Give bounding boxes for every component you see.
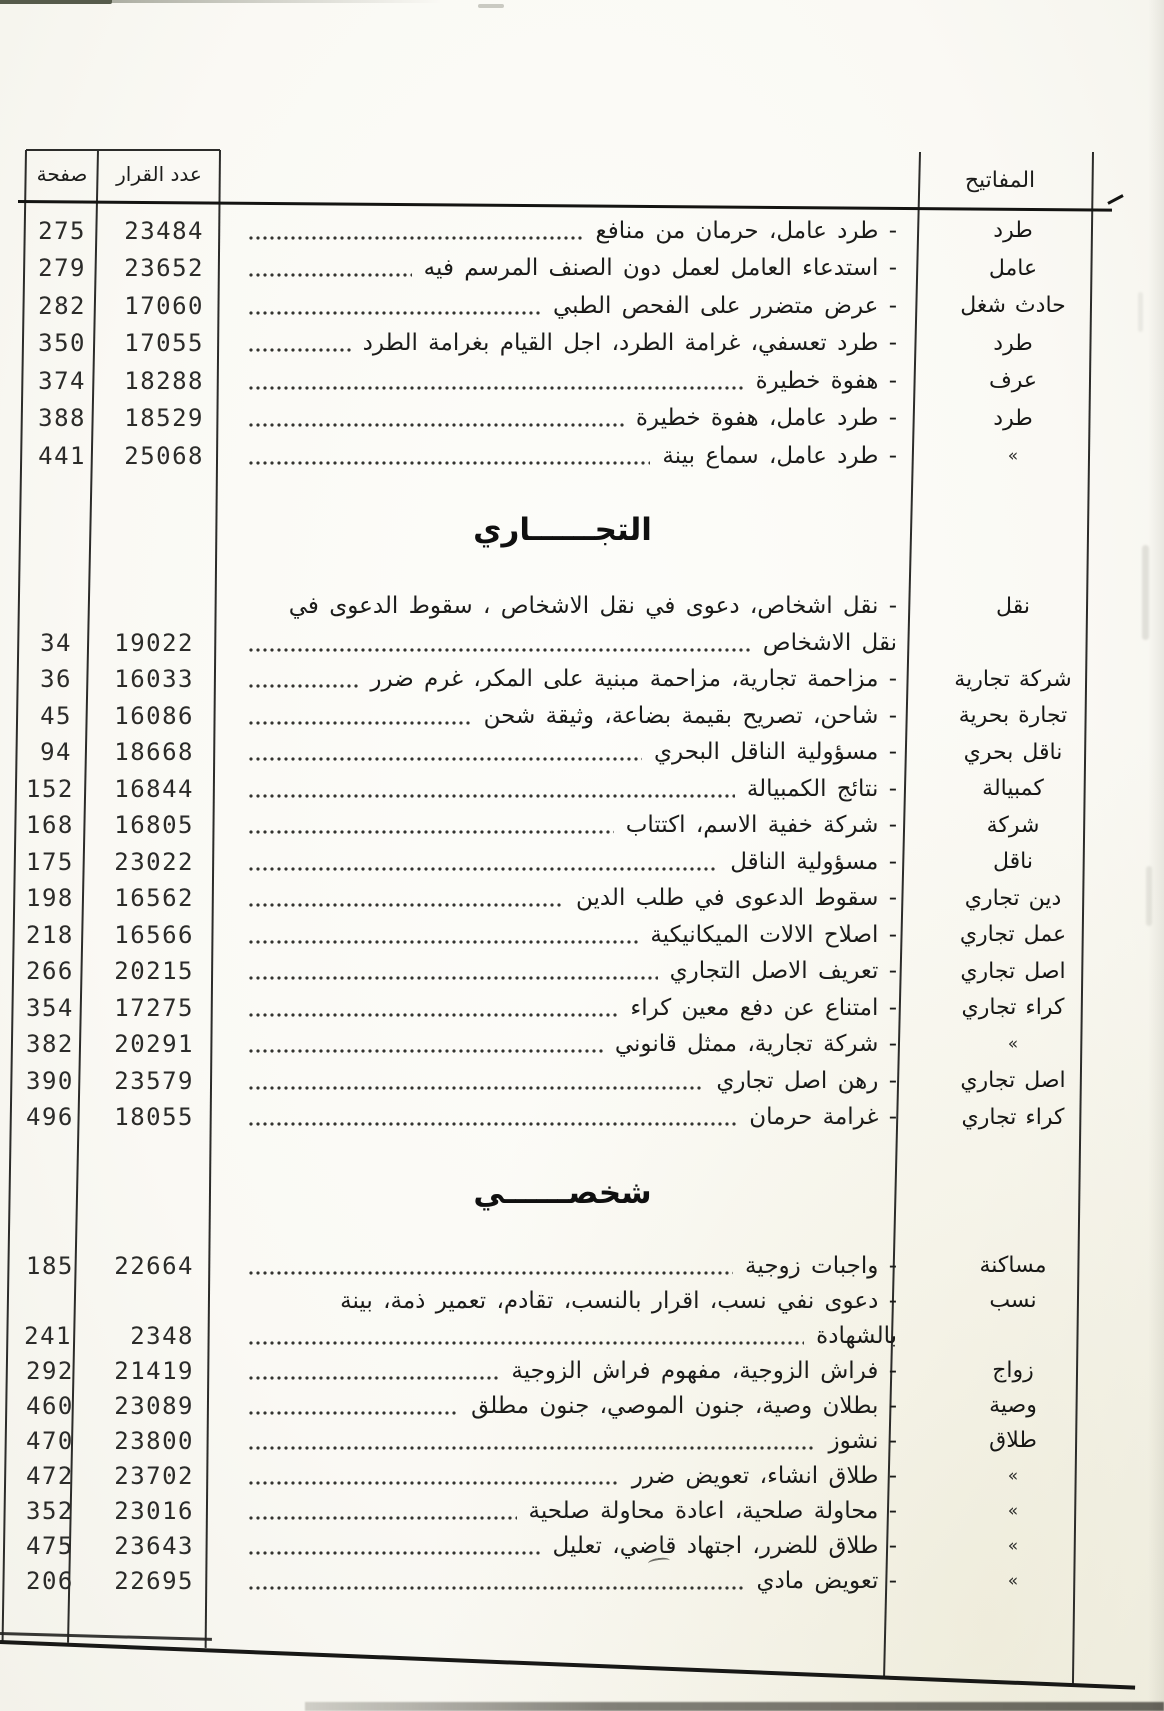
keyword: عامل [988, 255, 1038, 281]
keyword: اصل تجاري [960, 1068, 1066, 1094]
page-number: 382 [26, 1030, 74, 1059]
entry-description [220, 1393, 905, 1419]
decision-number: 23022 [114, 847, 194, 876]
entry-text: - تعويض مادي [756, 1567, 897, 1594]
entry-text: - طرد عامل، هفوة خطيرة [635, 405, 897, 432]
scan-edge-artifact [112, 0, 442, 3]
entry-description [220, 1031, 905, 1057]
decision-number: 23579 [114, 1066, 194, 1095]
keyword: شركة [986, 812, 1040, 838]
keyword: عمل تجاري [959, 922, 1067, 948]
entry-text: - طلاق للضرر، اجتهاد قاضي، تعليل [552, 1532, 897, 1559]
entry-description [220, 1283, 905, 1353]
keyword: كمبيالة [982, 776, 1044, 802]
column-header-keywords: المفاتيح [964, 167, 1036, 193]
entry-description [220, 1104, 905, 1130]
entry-description [220, 922, 905, 948]
index-table-row [26, 1423, 1095, 1458]
entry-description [220, 588, 905, 661]
index-table-row [26, 362, 1095, 400]
entry-text: - طلاق انشاء، تعويض ضرر [631, 1462, 897, 1489]
section-heading: التجــــــاري [473, 512, 652, 548]
dotted-leader [248, 938, 638, 946]
keyword: نقل [996, 593, 1030, 619]
entry-text: - استدعاء العامل لعمل دون الصنف المرسم فيه [423, 255, 897, 282]
entry-text: - فراش الزوجية، مفهوم فراش الزوجية [511, 1357, 897, 1384]
decision-number: 23652 [124, 254, 204, 283]
index-table-row [26, 588, 1095, 661]
keyword: تجارة بحرية [958, 703, 1068, 729]
entry-description [220, 776, 905, 802]
entry-description [220, 812, 905, 838]
keyword: زواج [992, 1358, 1034, 1383]
keyword: » [1007, 1570, 1019, 1591]
entry-text: - عرض متضرر على الفحص الطبي [552, 292, 897, 319]
page-number: 470 [26, 1426, 74, 1455]
keyword: دين تجاري [964, 885, 1062, 911]
entry-description [220, 405, 905, 431]
page-number: 388 [38, 404, 86, 433]
entry-text: - امتناع عن دفع معين كراء [630, 994, 897, 1021]
index-table-row [26, 771, 1095, 808]
decision-number: 16562 [114, 884, 194, 913]
index-table-row [26, 734, 1095, 771]
dotted-leader [248, 828, 614, 836]
table-border-left [2, 150, 28, 1641]
page-number: 282 [38, 291, 86, 320]
keyword: طرد [993, 330, 1033, 356]
dotted-leader [248, 1120, 737, 1128]
entry-text: - مسؤولية الناقل البحري [654, 739, 897, 766]
dotted-leader [248, 1479, 620, 1487]
entry-text: - تعريف الاصل التجاري [669, 958, 897, 985]
scan-edge-artifact [0, 0, 112, 4]
decision-number: 16805 [114, 811, 194, 840]
keyword: حادث شغل [960, 293, 1066, 319]
decision-number: 17055 [124, 329, 204, 358]
entry-text: - طرد تعسفي، غرامة الطرد، اجل القيام بغرامة الطرد [362, 330, 897, 357]
column-header-decision-number: عدد القرار [116, 162, 202, 186]
entry-text: - سقوط الدعوى في طلب الدين [575, 885, 897, 912]
page-number: 198 [26, 884, 74, 913]
keyword: نسب [989, 1288, 1037, 1313]
index-table-row [26, 1388, 1095, 1423]
decision-number: 2348 [130, 1321, 194, 1350]
entry-description [220, 218, 905, 244]
entry-text: - رهن اصل تجاري [716, 1067, 897, 1094]
decision-number: 22695 [114, 1566, 194, 1595]
decision-number: 18055 [114, 1103, 194, 1132]
dotted-leader [248, 271, 412, 279]
dotted-leader [248, 1514, 517, 1522]
index-table-row [26, 1493, 1095, 1528]
decision-number: 18288 [124, 366, 204, 395]
index-table-row [26, 990, 1095, 1027]
dotted-leader [248, 421, 624, 429]
entry-description [220, 849, 905, 875]
dotted-leader [248, 1549, 540, 1557]
dotted-leader [248, 901, 564, 909]
index-table-row [26, 325, 1095, 363]
dotted-leader [248, 384, 744, 392]
page-number: 279 [38, 254, 86, 283]
index-table-row [26, 844, 1095, 881]
entry-text: - بطلان وصية، جنون الموصي، جنون مطلق [471, 1392, 897, 1419]
index-section [26, 505, 1095, 1136]
entry-description [220, 1253, 905, 1279]
decision-number: 16033 [114, 665, 194, 694]
entry-text: - طرد عامل، حرمان من منافع [595, 217, 897, 244]
index-table-row [26, 1458, 1095, 1493]
keyword: ناقل بحري [963, 739, 1063, 765]
entry-text: - اصلاح الالات الميكانيكية [650, 921, 897, 948]
entry-description [220, 1068, 905, 1094]
entry-description [220, 443, 905, 469]
table-bottom-rule [0, 1640, 1135, 1689]
entry-description [220, 368, 905, 394]
keyword: » [1007, 445, 1019, 466]
index-table-row [26, 698, 1095, 735]
decision-number: 21419 [114, 1356, 194, 1385]
entry-text: - شركة تجارية، ممثل قانوني [614, 1031, 897, 1058]
dotted-leader [248, 1409, 459, 1417]
entry-text: - غرامة حرمان [749, 1104, 897, 1131]
entry-text: - مزاحمة تجارية، مزاحمة مبنية على المكر، غرم ضرر [370, 666, 897, 693]
entry-description [220, 885, 905, 911]
index-table-row [26, 917, 1095, 954]
decision-number: 17060 [124, 291, 204, 320]
page-number: 266 [26, 957, 74, 986]
table-bottom-rule-second [0, 1632, 212, 1641]
scan-smudge [1142, 545, 1149, 640]
dotted-leader [248, 792, 735, 800]
decision-number: 23016 [114, 1496, 194, 1525]
page-number: 175 [26, 847, 74, 876]
entry-description [220, 958, 905, 984]
index-section [26, 1168, 1095, 1598]
dotted-leader [248, 974, 658, 982]
page-number: 206 [26, 1566, 74, 1595]
index-table-row [26, 1563, 1095, 1598]
scan-smudge [1138, 292, 1143, 332]
decision-number: 16566 [114, 920, 194, 949]
page-number: 460 [26, 1391, 74, 1420]
entry-description [220, 666, 905, 692]
dotted-leader [248, 755, 642, 763]
dotted-leader [248, 346, 351, 354]
index-table-row [26, 287, 1095, 325]
page-number: 36 [40, 665, 72, 694]
entry-text: - طرد عامل، سماع بينة [662, 442, 897, 469]
keyword: » [1007, 1034, 1019, 1055]
page-number: 496 [26, 1103, 74, 1132]
dotted-leader [248, 1047, 603, 1055]
entry-text: - شاحن، تصريح بقيمة بضاعة، وثيقة شحن [483, 702, 897, 729]
index-section [26, 212, 1095, 475]
entry-description [220, 995, 905, 1021]
decision-number: 19022 [114, 628, 194, 657]
dotted-leader [248, 719, 472, 727]
keyword: طرد [993, 405, 1033, 431]
dotted-leader [248, 865, 718, 873]
decision-number: 17275 [114, 993, 194, 1022]
dotted-leader [248, 1374, 499, 1382]
entry-text: - هفوة خطيرة [755, 367, 897, 394]
index-table-row [26, 400, 1095, 438]
page-number: 94 [40, 738, 72, 767]
index-table-row [26, 1283, 1095, 1353]
entry-description [220, 703, 905, 729]
header-rule-hook [1107, 194, 1123, 205]
dotted-leader [248, 646, 751, 654]
decision-number: 20291 [114, 1030, 194, 1059]
index-table-row [26, 1248, 1095, 1283]
entry-text-continued: نقل الاشخاص [762, 629, 897, 656]
page-number: 352 [26, 1496, 74, 1525]
decision-number: 16844 [114, 774, 194, 803]
entry-description [220, 1568, 905, 1594]
page-number: 472 [26, 1461, 74, 1490]
decision-number: 23800 [114, 1426, 194, 1455]
keyword: » [1007, 1500, 1019, 1521]
page-number: 350 [38, 329, 86, 358]
entry-text: - نشوز [828, 1427, 897, 1454]
page-number: 275 [38, 216, 86, 245]
index-table-row [26, 807, 1095, 844]
dotted-leader [248, 1584, 745, 1592]
index-table-row [26, 1528, 1095, 1563]
keyword: عرف [988, 368, 1038, 394]
entry-description [220, 293, 905, 319]
page-number: 241 [24, 1321, 72, 1350]
entry-description [220, 1463, 905, 1489]
keyword: كراء تجاري [961, 995, 1065, 1021]
keyword: طرد [993, 218, 1033, 244]
page-number: 34 [40, 628, 72, 657]
keyword: وصية [989, 1393, 1037, 1418]
page-number: 185 [26, 1251, 74, 1280]
index-table-row [26, 953, 1095, 990]
dotted-leader [248, 459, 650, 467]
decision-number: 23484 [124, 216, 204, 245]
keyword: طلاق [989, 1428, 1037, 1453]
keyword: مساكنة [979, 1253, 1047, 1278]
decision-number: 22664 [114, 1251, 194, 1280]
page-number: 475 [26, 1531, 74, 1560]
section-heading: شخصــــــي [473, 1175, 652, 1211]
decision-number: 23643 [114, 1531, 194, 1560]
keyword: » [1007, 1465, 1019, 1486]
column-header-page: صفحة [36, 162, 88, 186]
entry-description [220, 1533, 905, 1559]
page-number: 218 [26, 920, 74, 949]
index-table-row [26, 1063, 1095, 1100]
entry-description [220, 1358, 905, 1384]
decision-number: 16086 [114, 701, 194, 730]
dotted-leader [248, 1269, 733, 1277]
dotted-leader [248, 234, 584, 242]
scan-edge-artifact [305, 1702, 1164, 1711]
page-number: 441 [38, 441, 86, 470]
index-table-row [26, 1353, 1095, 1388]
entry-text: - شركة خفية الاسم، اكتتاب [625, 812, 897, 839]
index-table-row [26, 1099, 1095, 1136]
entry-text-continued: بالشهادة [816, 1322, 897, 1349]
entry-description [220, 1428, 905, 1454]
keyword: اصل تجاري [960, 958, 1066, 984]
decision-number: 25068 [124, 441, 204, 470]
keyword: كراء تجاري [961, 1104, 1065, 1130]
entry-text: - مسؤولية الناقل [730, 848, 897, 875]
index-table-row [26, 437, 1095, 475]
scan-edge-shadow [1148, 0, 1164, 1711]
entry-description [220, 255, 905, 281]
entry-description [220, 1498, 905, 1524]
scan-smudge [1146, 866, 1152, 926]
index-table-row [26, 880, 1095, 917]
entry-text: - دعوى نفي نسب، اقرار بالنسب، تقادم، تعمير ذمة، بينة [340, 1287, 897, 1314]
entry-text: - محاولة صلحية، اعادة محاولة صلحية [528, 1497, 897, 1524]
decision-number: 18668 [114, 738, 194, 767]
decision-number: 20215 [114, 957, 194, 986]
index-table-row [26, 212, 1095, 250]
page-number: 168 [26, 811, 74, 840]
decision-number: 18529 [124, 404, 204, 433]
dotted-leader [248, 1339, 804, 1347]
entry-text: - واجبات زوجية [745, 1252, 897, 1279]
page-number: 390 [26, 1066, 74, 1095]
dotted-leader [248, 309, 541, 317]
entry-description [220, 739, 905, 765]
keyword: شركة تجارية [954, 666, 1072, 692]
scan-speck [478, 4, 504, 8]
decision-number: 23089 [114, 1391, 194, 1420]
dotted-leader [248, 1444, 816, 1452]
page-number: 374 [38, 366, 86, 395]
index-table-row [26, 661, 1095, 698]
index-table-row [26, 250, 1095, 288]
decision-number: 23702 [114, 1461, 194, 1490]
dotted-leader [248, 1011, 618, 1019]
index-table-row [26, 1026, 1095, 1063]
page-number: 354 [26, 993, 74, 1022]
dotted-leader [248, 682, 358, 690]
keyword: » [1007, 1535, 1019, 1556]
keyword: ناقل [992, 849, 1033, 875]
dotted-leader [248, 1084, 704, 1092]
page-number: 45 [40, 701, 72, 730]
page-number: 292 [26, 1356, 74, 1385]
entry-description [220, 330, 905, 356]
entry-text: - نتائج الكمبيالة [746, 775, 897, 802]
entry-text: - نقل اشخاص، دعوى في نقل الاشخاص ، سقوط الدعوى في [288, 593, 897, 620]
page-number: 152 [26, 774, 74, 803]
